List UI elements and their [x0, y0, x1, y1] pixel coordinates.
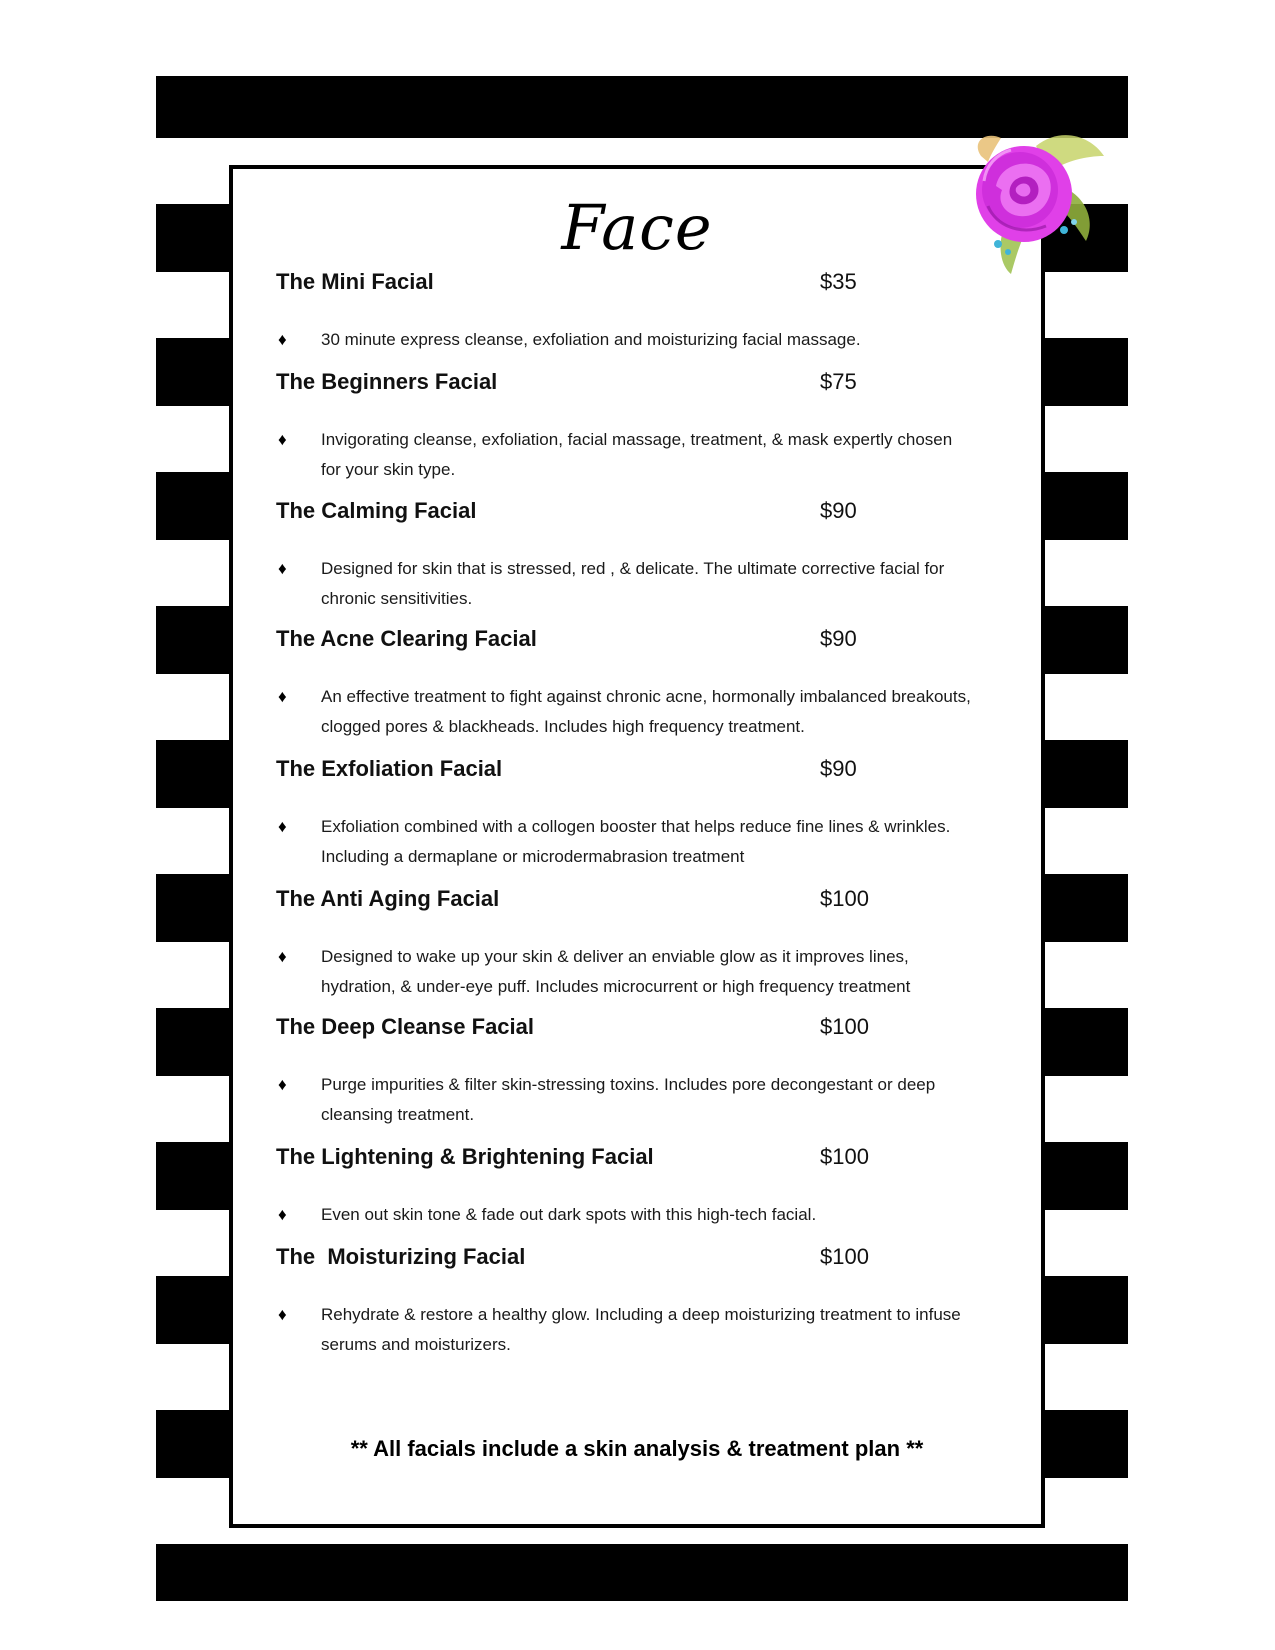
- service-description: [276, 554, 971, 614]
- service-item: [276, 269, 1016, 355]
- stripe: [156, 1544, 1128, 1601]
- service-description: [276, 325, 971, 355]
- diamond-bullet-icon: ♦: [278, 947, 287, 966]
- diamond-bullet-icon: ♦: [278, 559, 287, 578]
- diamond-bullet-icon: ♦: [278, 1075, 287, 1094]
- service-header: [276, 269, 1016, 299]
- service-header: [276, 1244, 1016, 1274]
- service-price: $100: [820, 1014, 869, 1039]
- service-description-text: An effective treatment to fight against chronic acne, hormonally imbalanced breakouts, clogged pores & blackheads. Includes high frequency treatment.: [321, 687, 971, 736]
- service-item: [276, 1144, 1016, 1230]
- service-price: $100: [820, 886, 869, 911]
- service-price: $90: [820, 498, 857, 523]
- diamond-bullet-icon: ♦: [278, 817, 287, 836]
- service-price: $100: [820, 1144, 869, 1169]
- page-title: Face: [561, 191, 713, 264]
- service-description: [276, 1300, 971, 1360]
- service-description: [276, 1070, 971, 1130]
- service-description-text: 30 minute express cleanse, exfoliation and moisturizing facial massage.: [321, 330, 861, 349]
- service-header: [276, 1014, 1016, 1044]
- service-header: [276, 369, 1016, 399]
- service-item: [276, 756, 1016, 872]
- service-description-text: Rehydrate & restore a healthy glow. Including a deep moisturizing treatment to infuse serums and moisturizers.: [321, 1305, 961, 1354]
- footer-note: ** All facials include a skin analysis & treatment plan **: [350, 1436, 924, 1461]
- service-price: $75: [820, 369, 857, 394]
- service-name: The Anti Aging Facial: [276, 886, 500, 911]
- service-price: $90: [820, 626, 857, 651]
- service-description: [276, 682, 971, 742]
- diamond-bullet-icon: ♦: [278, 687, 287, 706]
- service-description-text: Designed to wake up your skin & deliver an enviable glow as it improves lines, hydration, & under-eye puff. Includes microcurrent or high frequency treatment: [321, 947, 911, 996]
- service-description: [276, 1200, 971, 1230]
- service-description-text: Purge impurities & filter skin-stressing toxins. Includes pore decongestant or deep cleansing treatment.: [321, 1075, 936, 1124]
- service-item: [276, 498, 1016, 614]
- service-item: [276, 369, 1016, 485]
- diamond-bullet-icon: ♦: [278, 430, 287, 449]
- service-name: The Beginners Facial: [276, 369, 498, 394]
- service-header: [276, 626, 1016, 656]
- service-name: The Exfoliation Facial: [276, 756, 503, 781]
- service-item: [276, 1244, 1016, 1360]
- service-name: The Moisturizing Facial: [276, 1244, 526, 1269]
- service-header: [276, 886, 1016, 916]
- service-header: [276, 756, 1016, 786]
- service-name: The Acne Clearing Facial: [276, 626, 537, 651]
- service-header: [276, 1144, 1016, 1174]
- service-price: $35: [820, 269, 857, 294]
- service-header: [276, 498, 1016, 528]
- service-price: $100: [820, 1244, 869, 1269]
- diamond-bullet-icon: ♦: [278, 1305, 287, 1324]
- service-description-text: Invigorating cleanse, exfoliation, facial massage, treatment, & mask expertly chosen for your skin type.: [321, 430, 953, 479]
- service-name: The Lightening & Brightening Facial: [276, 1144, 654, 1169]
- service-item: [276, 1014, 1016, 1130]
- service-name: The Deep Cleanse Facial: [276, 1014, 534, 1039]
- rose-flower-icon: [966, 126, 1106, 276]
- service-description: [276, 812, 971, 872]
- service-name: The Mini Facial: [276, 269, 434, 294]
- diamond-bullet-icon: ♦: [278, 1205, 287, 1224]
- service-description-text: Designed for skin that is stressed, red , & delicate. The ultimate corrective facial for chronic sensitivities.: [321, 559, 945, 608]
- service-description-text: Exfoliation combined with a collogen booster that helps reduce fine lines & wrinkles. Including a dermaplane or microdermabrasion treatment: [321, 817, 951, 866]
- service-item: [276, 886, 1016, 1002]
- service-price: $90: [820, 756, 857, 781]
- service-name: The Calming Facial: [276, 498, 477, 523]
- menu-card: [229, 165, 1045, 1528]
- diamond-bullet-icon: ♦: [278, 330, 287, 349]
- service-item: [276, 626, 1016, 742]
- service-description: [276, 942, 971, 1002]
- service-description: [276, 425, 971, 485]
- service-description-text: Even out skin tone & fade out dark spots with this high-tech facial.: [321, 1205, 817, 1224]
